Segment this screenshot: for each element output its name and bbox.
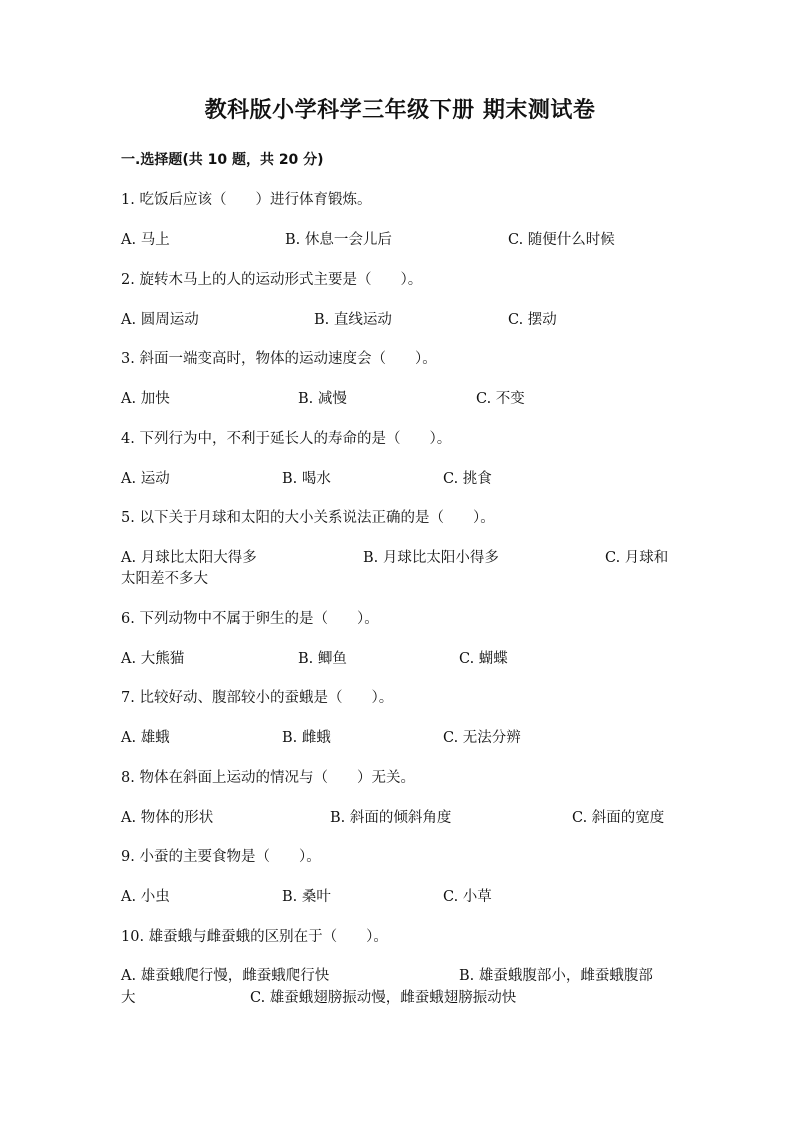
question-7: 7. 比较好动、腹部较小的蚕蛾是（ ）。 [121,690,394,706]
q6-option-b[interactable]: B. 鲫鱼 [298,651,347,667]
question-8: 8. 物体在斜面上运动的情况与（ ）无关。 [121,770,415,786]
question-5: 5. 以下关于月球和太阳的大小关系说法正确的是（ ）。 [121,510,495,526]
q3-option-c[interactable]: C. 不变 [476,391,525,407]
q5-option-c[interactable]: C. 月球和 [605,550,669,566]
q4-option-c[interactable]: C. 挑食 [443,471,492,487]
q9-option-a[interactable]: A. 小虫 [121,889,170,905]
q7-option-c[interactable]: C. 无法分辨 [443,730,521,746]
question-9: 9. 小蚕的主要食物是（ ）。 [121,849,321,865]
q8-option-b[interactable]: B. 斜面的倾斜角度 [330,810,452,826]
q2-option-a[interactable]: A. 圆周运动 [121,312,199,328]
q10-option-b-continued[interactable]: 大 [121,990,136,1006]
q2-option-c[interactable]: C. 摆动 [508,312,557,328]
q6-option-a[interactable]: A. 大熊猫 [121,651,185,667]
q8-option-c[interactable]: C. 斜面的宽度 [572,810,665,826]
q5-option-b[interactable]: B. 月球比太阳小得多 [363,550,499,566]
q8-option-a[interactable]: A. 物体的形状 [121,810,214,826]
question-10: 10. 雄蚕蛾与雌蚕蛾的区别在于（ ）。 [121,929,388,945]
q7-option-a[interactable]: A. 雄蛾 [121,730,170,746]
page-title: 教科版小学科学三年级下册 期末测试卷 [204,98,596,123]
q1-option-b[interactable]: B. 休息一会儿后 [285,232,392,248]
question-4: 4. 下列行为中，不利于延长人的寿命的是（ ）。 [121,431,452,447]
q4-option-a[interactable]: A. 运动 [121,471,170,487]
question-2: 2. 旋转木马上的人的运动形式主要是（ ）。 [121,272,423,288]
q2-option-b[interactable]: B. 直线运动 [314,312,392,328]
q1-option-a[interactable]: A. 马上 [121,232,170,248]
question-1: 1. 吃饭后应该（ ）进行体育锻炼。 [121,192,372,208]
q3-option-b[interactable]: B. 减慢 [298,391,347,407]
q5-option-a[interactable]: A. 月球比太阳大得多 [121,550,257,566]
q9-option-c[interactable]: C. 小草 [443,889,492,905]
q5-option-c-continued[interactable]: 太阳差不多大 [121,571,208,587]
question-6: 6. 下列动物中不属于卵生的是（ ）。 [121,611,379,627]
q6-option-c[interactable]: C. 蝴蝶 [459,651,508,667]
q3-option-a[interactable]: A. 加快 [121,391,170,407]
q1-option-c[interactable]: C. 随便什么时候 [508,232,615,248]
q10-option-b[interactable]: B. 雄蚕蛾腹部小，雌蚕蛾腹部 [459,968,653,984]
q7-option-b[interactable]: B. 雌蛾 [282,730,331,746]
q9-option-b[interactable]: B. 桑叶 [282,889,331,905]
q10-option-c[interactable]: C. 雄蚕蛾翅膀振动慢，雌蚕蛾翅膀振动快 [250,990,517,1006]
question-3: 3. 斜面一端变高时，物体的运动速度会（ ）。 [121,351,437,367]
q4-option-b[interactable]: B. 喝水 [282,471,331,487]
q10-option-a[interactable]: A. 雄蚕蛾爬行慢，雌蚕蛾爬行快 [121,968,330,984]
section-heading: 一.选择题(共 10 题，共 20 分) [121,152,324,168]
